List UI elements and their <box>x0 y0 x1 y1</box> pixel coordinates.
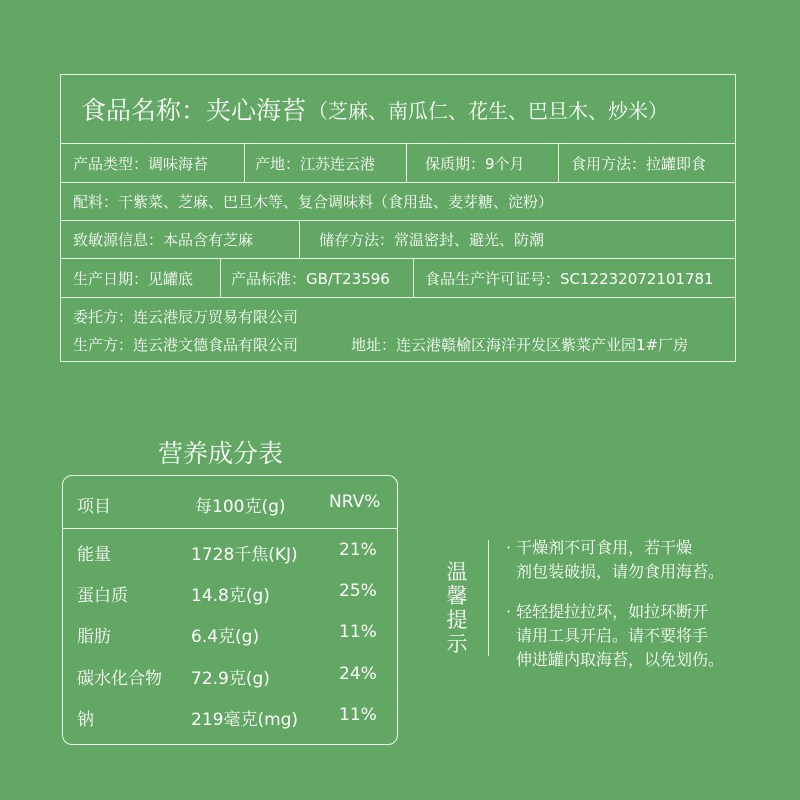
product-name <box>81 75 668 143</box>
nutrition-header-nrv: NRV% <box>329 492 381 512</box>
tip-desiccant <box>506 536 724 584</box>
nutrition-header-per100: 每100克(g) <box>195 497 286 517</box>
product-info-table <box>60 74 736 362</box>
tip-line: 剂包装破损，请勿食用海苔。 <box>516 562 725 581</box>
info-row-allergen <box>61 221 735 259</box>
nutrition-row-nrv: 21% <box>339 540 377 560</box>
info-row-basic <box>61 144 735 183</box>
nutrition-row-per100: 72.9克(g) <box>191 669 270 689</box>
info-row-title <box>61 75 735 144</box>
production-date: 生产日期：见罐底 <box>73 269 194 288</box>
ingredients: 配料：干紫菜、芝麻、巴旦木等、复合调味料（食用盐、麦芽糖、淀粉） <box>73 193 554 211</box>
standard: 产品标准：GB/T23596 <box>231 269 390 288</box>
address: 地址：连云港赣榆区海洋开发区紫菜产业园1#厂房 <box>351 335 689 354</box>
nutrition-row-per100: 219毫克(mg) <box>191 710 299 730</box>
nutrition-row-item: 脂肪 <box>77 627 111 647</box>
storage: 储存方法：常温密封、避光、防潮 <box>319 231 545 249</box>
tip-line: · 轻轻提拉拉环，如拉环断开 <box>506 602 709 621</box>
info-row-standard <box>61 259 735 298</box>
nutrition-title: 营养成分表 <box>158 439 284 468</box>
nutrition-row-nrv: 25% <box>339 581 377 601</box>
info-row-ingredients <box>61 183 735 221</box>
product-type: 产品类型：调味海苔 <box>73 154 209 173</box>
nutrition-row-nrv: 24% <box>339 664 377 684</box>
nutrition-table <box>62 475 398 745</box>
nutrition-row-per100: 6.4克(g) <box>191 627 260 647</box>
nutrition-row-item: 能量 <box>77 545 111 565</box>
shelf-life: 保质期：9个月 <box>425 154 525 173</box>
nutrition-row-nrv: 11% <box>339 622 377 642</box>
allergen: 致敏源信息：本品含有芝麻 <box>73 231 254 249</box>
origin: 产地：江苏连云港 <box>255 154 376 173</box>
usage: 食用方法：拉罐即食 <box>571 154 707 173</box>
tip-line: 请用工具开启。请不要将手 <box>516 626 709 645</box>
nutrition-row-per100: 1728千焦(KJ) <box>191 545 298 565</box>
product-name-main: 食品名称：夹心海苔 <box>81 96 307 125</box>
producer: 生产方：连云港文德食品有限公司 <box>73 335 299 354</box>
tips-title: 温馨提示 <box>446 560 468 656</box>
tip-line: 伸进罐内取海苔，以免划伤。 <box>516 650 725 669</box>
nutrition-row-item: 蛋白质 <box>77 586 128 606</box>
nutrition-header-item: 项目 <box>77 497 111 517</box>
license: 食品生产许可证号：SC12232072101781 <box>425 269 714 288</box>
info-row-company <box>61 298 735 361</box>
nutrition-row-nrv: 11% <box>339 705 377 725</box>
nutrition-row-per100: 14.8克(g) <box>191 586 270 606</box>
nutrition-row-item: 钠 <box>77 710 94 730</box>
tips-divider <box>488 540 489 656</box>
tip-line: · 干燥剂不可食用，若干燥 <box>506 538 693 557</box>
product-name-sub: （芝麻、南瓜仁、花生、巴旦木、炒米） <box>308 98 669 123</box>
nutrition-row-item: 碳水化合物 <box>77 669 162 689</box>
tip-opening <box>506 600 724 672</box>
entrusted-by: 委托方：连云港辰万贸易有限公司 <box>73 307 299 326</box>
